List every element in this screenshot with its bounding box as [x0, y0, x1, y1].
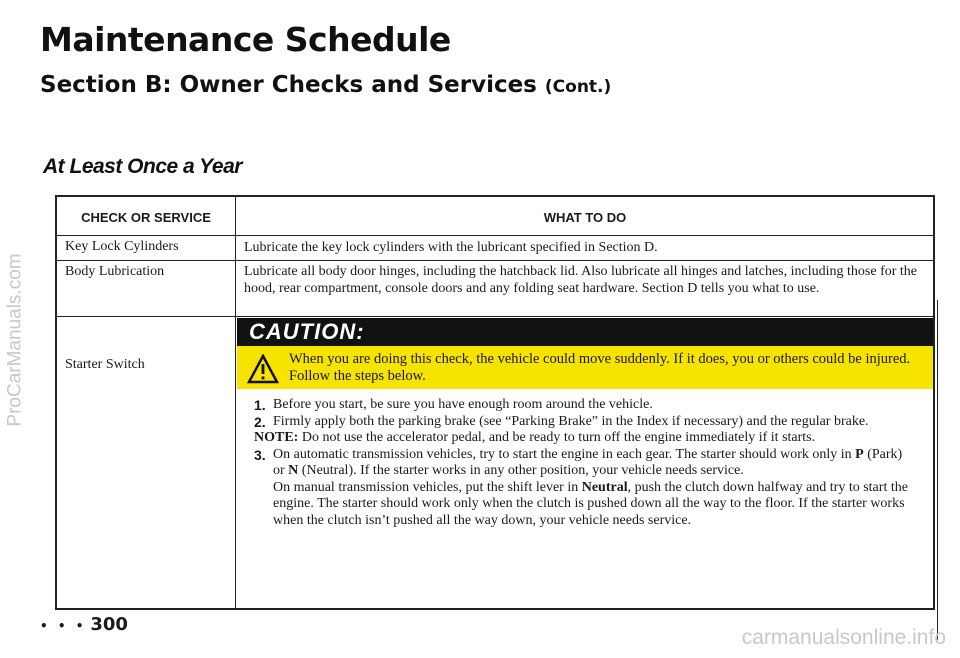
subtitle-cont: (Cont.) [544, 77, 612, 97]
column-divider [235, 197, 236, 608]
row-what-key-lock: Lubricate the key lock cylinders with the lubricant specified in Section D. [244, 240, 658, 255]
step-text-part: On automatic transmission vehicles, try to start the engine in each gear. The starter should work only in [273, 446, 852, 462]
step-number: 2. [254, 413, 266, 430]
step-number: 1. [254, 397, 266, 413]
maintenance-table [55, 195, 935, 610]
gear-park: P [855, 446, 864, 462]
step-1 [254, 397, 917, 414]
caution-text: When you are doing this check, the vehicle could move suddenly. If it does, you or others could be injured. Follow the steps below. [289, 351, 911, 384]
manual-text-part: , push the clutch down halfway and try to start the engine. The starter should work only when the clutch is pushed down all the way to the floor. If the starter works when the clutch isn’t pushed all the way down, your vehicle needs service. [273, 479, 908, 528]
row-check-starter-switch: Starter Switch [65, 357, 145, 372]
page-subtitle [40, 72, 611, 98]
row-divider [57, 235, 933, 236]
row-divider [57, 260, 933, 261]
caution-banner [237, 318, 933, 346]
section-heading: At Least Once a Year [43, 155, 242, 178]
starter-switch-steps [254, 397, 917, 529]
step-3-manual [254, 480, 917, 530]
watermark-bottom: carmanualsonline.info [741, 626, 946, 649]
watermark-vertical [4, 150, 28, 530]
header-what-to-do: WHAT TO DO [543, 209, 627, 225]
neutral-label: Neutral [581, 479, 628, 495]
watermark-vertical-text: ProCarManuals.com [5, 253, 27, 427]
page-title: Maintenance Schedule [40, 20, 451, 59]
subtitle-text: Section B: Owner Checks and Services [40, 72, 537, 98]
row-check-key-lock: Key Lock Cylinders [65, 239, 179, 254]
caution-box [237, 346, 933, 389]
step-3 [254, 447, 917, 480]
margin-rule [937, 300, 938, 640]
row-divider [57, 316, 933, 317]
page-dots: • • • [40, 619, 87, 633]
page-number [40, 614, 128, 635]
step-text-part: (Park) or [273, 446, 903, 478]
page-number-value: 300 [90, 614, 128, 635]
step-text [273, 447, 917, 480]
step-text: Firmly apply both the parking brake (see “Parking Brake” in the Index if necessary) and the regular brake. [273, 413, 869, 429]
manual-text-part: On manual transmission vehicles, put the shift lever in [273, 479, 579, 495]
row-what-body-lubrication: Lubricate all body door hinges, including the hatchback lid. Also lubricate all hinges and latches, including those for the hood, rear compartment, console doors and any folding seat hardware. Section D tells you what to use. [244, 264, 917, 296]
step-text-part: (Neutral). If the starter works in any other position, your vehicle needs service. [301, 463, 744, 478]
gear-neutral: N [288, 463, 299, 478]
step-2 [254, 414, 917, 431]
note-text: Do not use the accelerator pedal, and be ready to turn off the engine immediately if it starts. [301, 430, 816, 445]
caution-label: CAUTION: [249, 319, 365, 344]
warning-triangle-icon [247, 354, 279, 384]
step-number: 3. [254, 446, 266, 463]
note [254, 430, 917, 447]
header-check-or-service: CHECK OR SERVICE [81, 209, 211, 225]
note-label: NOTE: [254, 430, 299, 445]
row-check-body-lubrication: Body Lubrication [65, 264, 165, 279]
step-text: Before you start, be sure you have enough room around the vehicle. [273, 397, 653, 412]
